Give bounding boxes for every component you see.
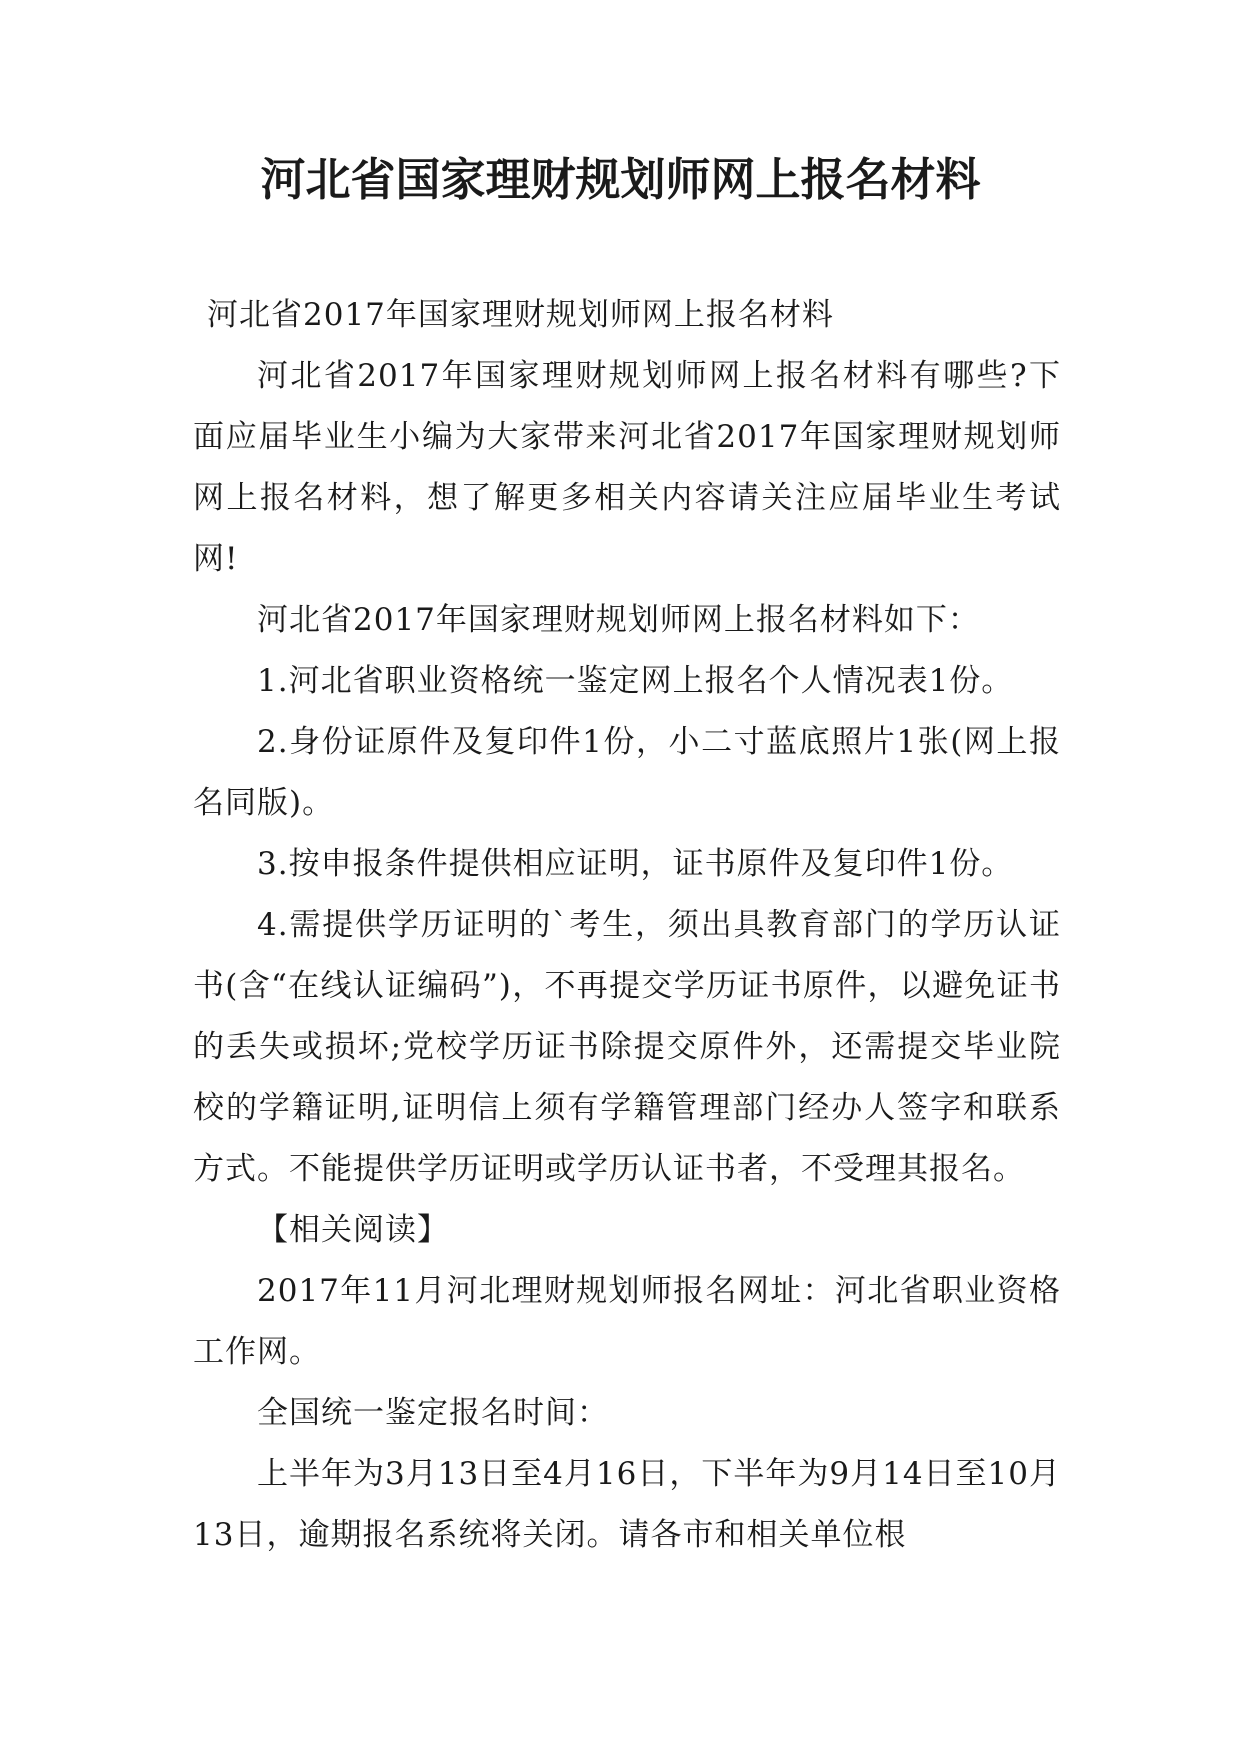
- subtitle-paragraph: 河北省2017年国家理财规划师网上报名材料: [207, 297, 834, 333]
- registration-time-paragraph: 上半年为3月13日至4月16日，下半年为9月14日至10月13日，逾期报名系统将关闭。请各市和相关单位根: [193, 1456, 1061, 1553]
- document-body: [193, 285, 1061, 1566]
- list-item-4: 4.需提供学历证明的`考生，须出具教育部门的学历认证书(含“在线认证编码”)，不再提交学历证书原件，以避免证书的丢失或损坏;党校学历证书除提交原件外，还需提交毕业院校的学籍证明,证明信上须有学籍管理部门经办人签字和联系方式。不能提供学历证明或学历认证书者，不受理其报名。: [193, 907, 1061, 1187]
- intro-paragraph: 河北省2017年国家理财规划师网上报名材料有哪些?下面应届毕业生小编为大家带来河北省2017年国家理财规划师网上报名材料，想了解更多相关内容请关注应届毕业生考试网!: [193, 358, 1061, 577]
- registration-time-heading: 全国统一鉴定报名时间：: [257, 1395, 609, 1431]
- document-title: 河北省国家理财规划师网上报名材料: [260, 153, 981, 206]
- materials-heading-paragraph: 河北省2017年国家理财规划师网上报名材料如下：: [257, 602, 980, 638]
- registration-website-paragraph: 2017年11月河北理财规划师报名网址：河北省职业资格工作网。: [193, 1273, 1061, 1370]
- list-item-2: 2.身份证原件及复印件1份，小二寸蓝底照片1张(网上报名同版)。: [193, 724, 1061, 821]
- list-item-3: 3.按申报条件提供相应证明，证书原件及复印件1份。: [257, 846, 1014, 882]
- related-reading-heading: 【相关阅读】: [257, 1212, 449, 1248]
- list-item-1: 1.河北省职业资格统一鉴定网上报名个人情况表1份。: [257, 663, 1014, 699]
